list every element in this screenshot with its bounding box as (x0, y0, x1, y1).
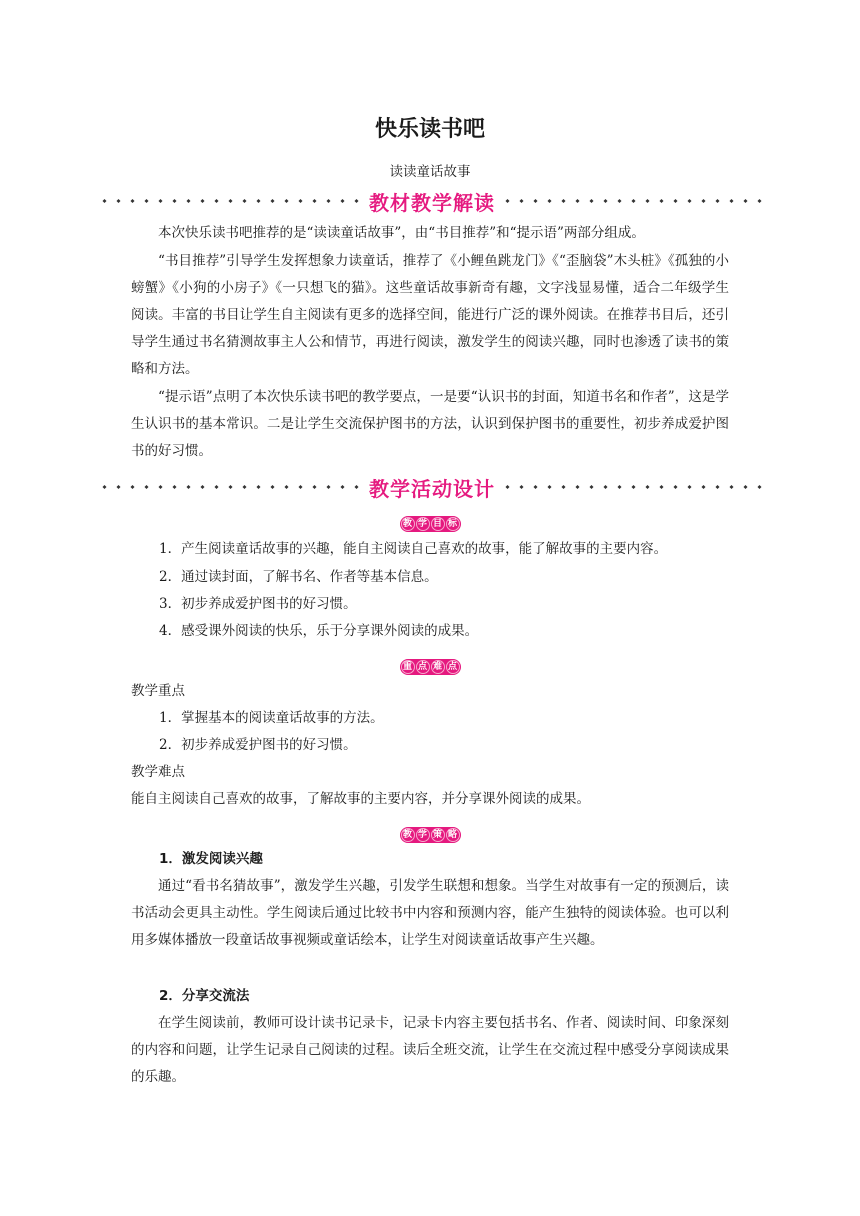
divider-dot (229, 199, 233, 203)
divider-dot (548, 199, 552, 203)
divider-dot (159, 199, 163, 203)
badge-char: 重 (401, 660, 415, 674)
badge-char: 难 (431, 660, 445, 674)
divider-dot (131, 485, 135, 489)
list-item: 1．产生阅读童话故事的兴趣，能自主阅读自己喜欢的故事，能了解故事的主要内容。 (159, 541, 668, 557)
section-banner-design (96, 472, 768, 502)
divider-dot (201, 199, 205, 203)
divider-dot (590, 485, 594, 489)
dotted-divider-right (499, 482, 768, 492)
divider-dot (618, 199, 622, 203)
page-subtitle: 读读童话故事 (389, 164, 471, 180)
divider-dot (229, 485, 233, 489)
divider-dot (702, 485, 706, 489)
divider-dot (520, 199, 524, 203)
badge-char: 点 (446, 660, 460, 674)
divider-dot (299, 199, 303, 203)
divider-dot (355, 199, 359, 203)
divider-dot (285, 485, 289, 489)
divider-dot (562, 485, 566, 489)
divider-dot (341, 199, 345, 203)
divider-dot (243, 199, 247, 203)
divider-dot (103, 485, 107, 489)
divider-dot (632, 199, 636, 203)
divider-dot (646, 485, 650, 489)
divider-dot (215, 485, 219, 489)
divider-dot (327, 199, 331, 203)
badge-char: 教 (401, 517, 415, 531)
divider-dot (730, 199, 734, 203)
badge-char: 教 (401, 828, 415, 842)
dotted-divider-left (96, 196, 365, 206)
list-item: 4．感受课外阅读的快乐，乐于分享课外阅读的成果。 (159, 623, 479, 639)
divider-dot (576, 199, 580, 203)
divider-dot (187, 199, 191, 203)
divider-dot (215, 199, 219, 203)
divider-dot (257, 485, 261, 489)
divider-dot (744, 485, 748, 489)
divider-dot (299, 485, 303, 489)
divider-dot (744, 199, 748, 203)
divider-dot (590, 199, 594, 203)
divider-dot (173, 485, 177, 489)
badge-char: 标 (446, 517, 460, 531)
divider-dot (131, 199, 135, 203)
divider-dot (674, 485, 678, 489)
paragraph: 在学生阅读前，教师可设计读书记录卡，记录卡内容主要包括书名、作者、阅读时间、印象深刻的内容和问题，让学生记录自己阅读的过程。读后全班交流，让学生在交流过程中感受分享阅读成果的乐趣。 (131, 1015, 729, 1085)
divider-dot (688, 199, 692, 203)
divider-dot (355, 485, 359, 489)
divider-dot (341, 485, 345, 489)
section-title: 教学活动设计 (369, 476, 495, 501)
divider-dot (660, 485, 664, 489)
divider-dot (117, 485, 121, 489)
divider-dot (660, 199, 664, 203)
divider-dot (534, 485, 538, 489)
divider-dot (618, 485, 622, 489)
divider-dot (506, 199, 510, 203)
divider-dot (758, 485, 762, 489)
list-item: 2．通过读封面，了解书名、作者等基本信息。 (159, 569, 438, 585)
divider-dot (103, 199, 107, 203)
divider-dot (313, 199, 317, 203)
paragraph: 通过“看书名猜故事”，激发学生兴趣，引发学生联想和想象。当学生对故事有一定的预测后，读书活动会更具主动性。学生阅读后通过比较书中内容和预测内容，能产生独特的阅读体验。也可以利用多媒体播放一段童话故事视频或童话绘本，让学生对阅读童话故事产生兴趣。 (131, 878, 729, 948)
badge-char: 点 (416, 660, 430, 674)
divider-dot (520, 485, 524, 489)
divider-dot (646, 199, 650, 203)
badge-char: 策 (431, 828, 445, 842)
divider-dot (159, 485, 163, 489)
dotted-divider-left (96, 482, 365, 492)
divider-dot (506, 485, 510, 489)
divider-dot (632, 485, 636, 489)
divider-dot (576, 485, 580, 489)
divider-dot (313, 485, 317, 489)
divider-dot (327, 485, 331, 489)
divider-dot (201, 485, 205, 489)
list-item: 1．掌握基本的阅读童话故事的方法。 (159, 710, 384, 726)
divider-dot (730, 485, 734, 489)
list-item: 3．初步养成爱护图书的好习惯。 (159, 596, 357, 612)
dotted-divider-right (499, 196, 768, 206)
divider-dot (604, 485, 608, 489)
difficulty-text: 能自主阅读自己喜欢的故事，了解故事的主要内容，并分享课外阅读的成果。 (131, 791, 590, 807)
badge-strategies (0, 822, 860, 840)
divider-dot (173, 199, 177, 203)
badge-char: 学 (416, 828, 430, 842)
list-item: 2．初步养成爱护图书的好习惯。 (159, 737, 357, 753)
difficulty-label: 教学难点 (131, 764, 185, 780)
divider-dot (271, 485, 275, 489)
paragraph: “书目推荐”引导学生发挥想象力读童话，推荐了《小鲤鱼跳龙门》《“歪脑袋”木头桩》《孤独的小螃蟹》《小狗的小房子》《一只想飞的猫》。这些童话故事新奇有趣，文字浅显易懂，适合二年级学生阅读。丰富的书目让学生自主阅读有更多的选择空间，能进行广泛的课外阅读。在推荐书目后，还引导学生通过书名猜测故事主人公和情节，再进行阅读，激发学生的阅读兴趣，同时也渗透了读书的策略和方法。 (131, 253, 729, 377)
divider-dot (285, 199, 289, 203)
divider-dot (257, 199, 261, 203)
badge-goals (0, 511, 860, 529)
badge-keypoints (0, 654, 860, 672)
strategy-heading: 1．激发阅读兴趣 (159, 851, 263, 867)
page-title: 快乐读书吧 (374, 117, 485, 142)
divider-dot (604, 199, 608, 203)
divider-dot (702, 199, 706, 203)
divider-dot (187, 485, 191, 489)
divider-dot (548, 485, 552, 489)
divider-dot (534, 199, 538, 203)
badge-char: 目 (431, 517, 445, 531)
paragraph: 本次快乐读书吧推荐的是“读读童话故事”，由“书目推荐”和“提示语”两部分组成。 (158, 225, 645, 241)
badge-char: 学 (416, 517, 430, 531)
section-title: 教材教学解读 (369, 190, 495, 215)
paragraph: “提示语”点明了本次快乐读书吧的教学要点，一是要“认识书的封面，知道书名和作者”，这是学生认识书的基本常识。二是让学生交流保护图书的方法，认识到保护图书的重要性，初步养成爱护图书的好习惯。 (131, 389, 729, 459)
divider-dot (716, 485, 720, 489)
badge-char: 略 (446, 828, 460, 842)
divider-dot (145, 485, 149, 489)
strategy-heading: 2．分享交流法 (159, 988, 250, 1004)
section-banner-interpretation (96, 186, 768, 216)
divider-dot (145, 199, 149, 203)
divider-dot (271, 199, 275, 203)
divider-dot (562, 199, 566, 203)
focus-label: 教学重点 (131, 683, 185, 699)
divider-dot (243, 485, 247, 489)
divider-dot (758, 199, 762, 203)
divider-dot (688, 485, 692, 489)
divider-dot (674, 199, 678, 203)
divider-dot (716, 199, 720, 203)
divider-dot (117, 199, 121, 203)
